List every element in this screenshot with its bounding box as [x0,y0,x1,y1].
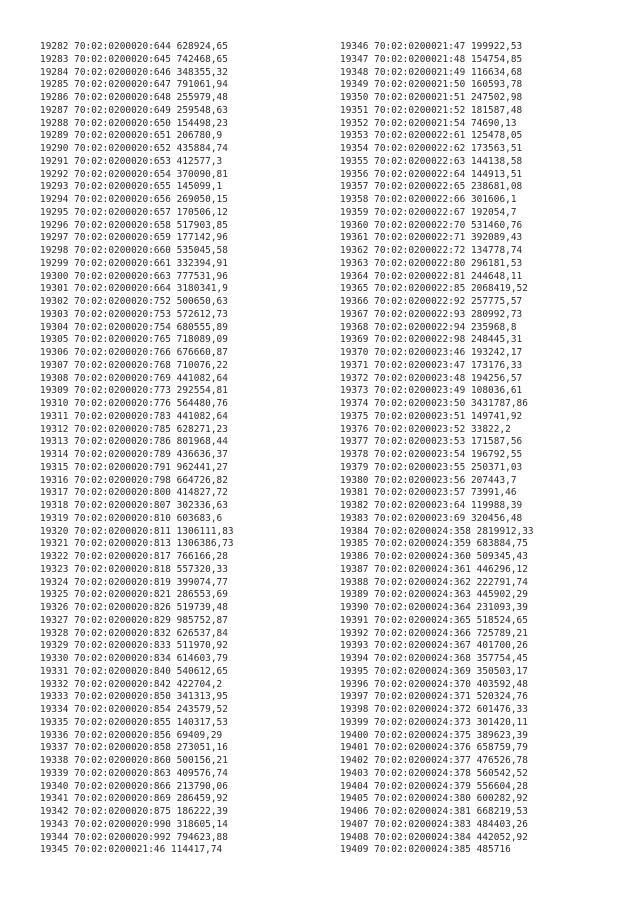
list-item: 19368 70:02:0200022:94 235968,8 [340,321,517,333]
list-item: 19385 70:02:0200024:359 683884,75 [340,538,528,550]
list-item: 19288 70:02:0200020:650 154498,23 [40,117,228,129]
list-item: 19283 70:02:0200020:645 742468,65 [40,53,228,65]
list-item: 19293 70:02:0200020:655 145099,1 [40,181,223,193]
list-item: 19367 70:02:0200022:93 280992,73 [340,308,523,320]
list-item: 19282 70:02:0200020:644 628924,65 [40,41,228,52]
list-item: 19400 70:02:0200024:375 389623,39 [340,729,528,741]
list-item: 19327 70:02:0200020:829 985752,87 [40,614,228,626]
list-item: 19343 70:02:0200020:990 318605,14 [40,818,228,830]
list-item: 19316 70:02:0200020:798 664726,82 [40,474,228,486]
list-item: 19292 70:02:0200020:654 370090,81 [40,168,228,180]
list-item: 19320 70:02:0200020:811 1306111,83 [40,525,234,537]
list-item: 19295 70:02:0200020:657 170506,12 [40,206,228,218]
list-item: 19403 70:02:0200024:378 560542,52 [340,767,528,779]
list-item: 19306 70:02:0200020:766 676660,87 [40,347,228,358]
list-item: 19312 70:02:0200020:785 628271,23 [40,423,228,435]
list-item: 19389 70:02:0200024:363 445902,29 [340,589,528,601]
list-item: 19300 70:02:0200020:663 777531,96 [40,270,228,282]
list-item: 19363 70:02:0200022:80 296181,53 [340,257,523,269]
list-item: 19307 70:02:0200020:768 710076,22 [40,359,228,371]
list-item: 19321 70:02:0200020:813 1306386,73 [40,538,234,550]
list-item: 19308 70:02:0200020:769 441082,64 [40,372,228,384]
list-item: 19354 70:02:0200022:62 173563,51 [340,143,523,154]
list-item: 19284 70:02:0200020:646 348355,32 [40,66,228,78]
list-item: 19350 70:02:0200021:51 247502,98 [340,92,523,103]
list-item: 19324 70:02:0200020:819 399074,77 [40,576,228,588]
list-item: 19287 70:02:0200020:649 259548,63 [40,104,228,116]
list-item: 19401 70:02:0200024:376 658759,79 [340,742,528,754]
list-item: 19370 70:02:0200023:46 193242,17 [340,347,523,358]
list-item: 19378 70:02:0200023:54 196792,55 [340,449,523,460]
list-item: 19406 70:02:0200024:381 668219,53 [340,806,528,817]
list-item: 19405 70:02:0200024:380 600282,92 [340,793,528,805]
list-item: 19341 70:02:0200020:869 286459,92 [40,793,228,805]
list-item: 19357 70:02:0200022:65 238681,08 [340,181,523,193]
list-item: 19304 70:02:0200020:754 680555,89 [40,321,228,333]
list-item: 19332 70:02:0200020:842 422704,2 [40,678,223,690]
list-item: 19371 70:02:0200023:47 173176,33 [340,359,523,371]
list-item: 19386 70:02:0200024:360 509345,43 [340,551,528,562]
list-item: 19339 70:02:0200020:863 409576,74 [40,767,228,779]
list-item: 19365 70:02:0200022:85 2068419,52 [340,283,528,295]
list-item: 19351 70:02:0200021:52 181587,48 [340,104,523,116]
list-item: 19305 70:02:0200020:765 718089,09 [40,334,228,346]
list-item: 19349 70:02:0200021:50 160593,78 [340,79,523,91]
list-item: 19355 70:02:0200022:63 144138,58 [340,155,523,167]
list-item: 19384 70:02:0200024:358 2819912,33 [340,525,534,537]
list-item: 19347 70:02:0200021:48 154754,85 [340,53,523,65]
list-item: 19309 70:02:0200020:773 292554,81 [40,385,228,397]
list-item: 19387 70:02:0200024:361 446296,12 [340,563,528,575]
list-item: 19397 70:02:0200024:371 520324,76 [340,691,528,703]
list-item: 19326 70:02:0200020:826 519739,48 [40,602,228,613]
list-item: 19285 70:02:0200020:647 791061,94 [40,79,228,91]
left-column [40,41,234,857]
list-item: 19303 70:02:0200020:753 572612,73 [40,308,228,320]
list-item: 19404 70:02:0200024:379 556604,28 [340,780,528,792]
list-item: 19375 70:02:0200023:51 149741,92 [340,410,523,422]
list-item: 19374 70:02:0200023:50 3431787,86 [340,398,528,409]
list-item: 19381 70:02:0200023:57 73991,46 [340,487,517,499]
list-item: 19315 70:02:0200020:791 962441,27 [40,461,228,473]
list-item: 19348 70:02:0200021:49 116634,68 [340,66,523,78]
list-item: 19395 70:02:0200024:369 350503,17 [340,665,528,677]
list-item: 19394 70:02:0200024:368 357754,45 [340,653,528,664]
list-item: 19322 70:02:0200020:817 766166,28 [40,551,228,562]
list-item: 19296 70:02:0200020:658 517903,85 [40,219,228,231]
list-item: 19289 70:02:0200020:651 206780,9 [40,130,223,142]
list-item: 19382 70:02:0200023:64 119988,39 [340,500,523,511]
list-item: 19323 70:02:0200020:818 557320,33 [40,563,228,575]
list-item: 19313 70:02:0200020:786 801968,44 [40,436,228,448]
list-item: 19298 70:02:0200020:660 535045,58 [40,245,228,256]
list-item: 19338 70:02:0200020:860 500156,21 [40,755,228,766]
list-item: 19331 70:02:0200020:840 540612,65 [40,665,228,677]
list-item: 19344 70:02:0200020:992 794623,88 [40,831,228,843]
list-item: 19329 70:02:0200020:833 511970,92 [40,640,228,652]
list-item: 19310 70:02:0200020:776 564480,76 [40,398,228,409]
right-column [340,41,534,857]
list-item: 19299 70:02:0200020:661 332394,91 [40,257,228,269]
list-item: 19294 70:02:0200020:656 269050,15 [40,194,228,205]
list-item: 19356 70:02:0200022:64 144913,51 [340,168,523,180]
list-item: 19301 70:02:0200020:664 3180341,9 [40,283,228,295]
list-item: 19317 70:02:0200020:800 414827,72 [40,487,228,499]
list-item: 19361 70:02:0200022:71 392089,43 [340,232,523,244]
list-item: 19340 70:02:0200020:866 213790,06 [40,780,228,792]
list-item: 19373 70:02:0200023:49 108036,61 [340,385,523,397]
list-item: 19402 70:02:0200024:377 476526,78 [340,755,528,766]
list-item: 19390 70:02:0200024:364 231093,39 [340,602,528,613]
list-item: 19396 70:02:0200024:370 403592,48 [340,678,528,690]
list-item: 19286 70:02:0200020:648 255979,48 [40,92,228,103]
list-item: 19345 70:02:0200021:46 114417,74 [40,844,223,856]
list-item: 19328 70:02:0200020:832 626537,84 [40,627,228,639]
list-item: 19392 70:02:0200024:366 725789,21 [340,627,528,639]
list-item: 19383 70:02:0200023:69 320456,48 [340,512,523,524]
list-item: 19325 70:02:0200020:821 286553,69 [40,589,228,601]
list-item: 19362 70:02:0200022:72 134778,74 [340,245,523,256]
list-item: 19319 70:02:0200020:810 603683,6 [40,512,223,524]
list-item: 19290 70:02:0200020:652 435884,74 [40,143,228,154]
list-item: 19297 70:02:0200020:659 177142,96 [40,232,228,244]
list-item: 19291 70:02:0200020:653 412577,3 [40,155,223,167]
list-item: 19388 70:02:0200024:362 222791,74 [340,576,528,588]
list-item: 19391 70:02:0200024:365 518524,65 [340,614,528,626]
list-item: 19342 70:02:0200020:875 186222,39 [40,806,228,817]
list-item: 19318 70:02:0200020:807 302336,63 [40,500,228,511]
list-item: 19330 70:02:0200020:834 614603,79 [40,653,228,664]
list-item: 19398 70:02:0200024:372 601476,33 [340,704,528,715]
list-item: 19369 70:02:0200022:98 248445,31 [340,334,523,346]
list-item: 19364 70:02:0200022:81 244648,11 [340,270,523,282]
list-item: 19358 70:02:0200022:66 301606,1 [340,194,517,205]
list-item: 19408 70:02:0200024:384 442052,92 [340,831,528,843]
list-item: 19379 70:02:0200023:55 250371,03 [340,461,523,473]
list-item: 19353 70:02:0200022:61 125478,05 [340,130,523,142]
list-item: 19314 70:02:0200020:789 436636,37 [40,449,228,460]
list-item: 19311 70:02:0200020:783 441082,64 [40,410,228,422]
list-item: 19380 70:02:0200023:56 207443,7 [340,474,517,486]
list-item: 19393 70:02:0200024:367 401700,26 [340,640,528,652]
list-item: 19409 70:02:0200024:385 485716 [340,844,511,856]
list-item: 19407 70:02:0200024:383 484403,26 [340,818,528,830]
list-item: 19377 70:02:0200023:53 171587,56 [340,436,523,448]
list-item: 19335 70:02:0200020:855 140317,53 [40,716,228,728]
list-item: 19376 70:02:0200023:52 33822,2 [340,423,511,435]
list-item: 19333 70:02:0200020:850 341313,95 [40,691,228,703]
list-item: 19346 70:02:0200021:47 199922,53 [340,41,523,52]
list-item: 19372 70:02:0200023:48 194256,57 [340,372,523,384]
list-item: 19352 70:02:0200021:54 74690,13 [340,117,517,129]
list-item: 19360 70:02:0200022:70 531460,76 [340,219,523,231]
list-item: 19366 70:02:0200022:92 257775,57 [340,296,523,307]
list-item: 19337 70:02:0200020:858 273051,16 [40,742,228,754]
list-item: 19399 70:02:0200024:373 301420,11 [340,716,528,728]
list-item: 19334 70:02:0200020:854 243579,52 [40,704,228,715]
list-item: 19336 70:02:0200020:856 69409,29 [40,729,223,741]
list-item: 19302 70:02:0200020:752 500650,63 [40,296,228,307]
list-item: 19359 70:02:0200022:67 192054,7 [340,206,517,218]
